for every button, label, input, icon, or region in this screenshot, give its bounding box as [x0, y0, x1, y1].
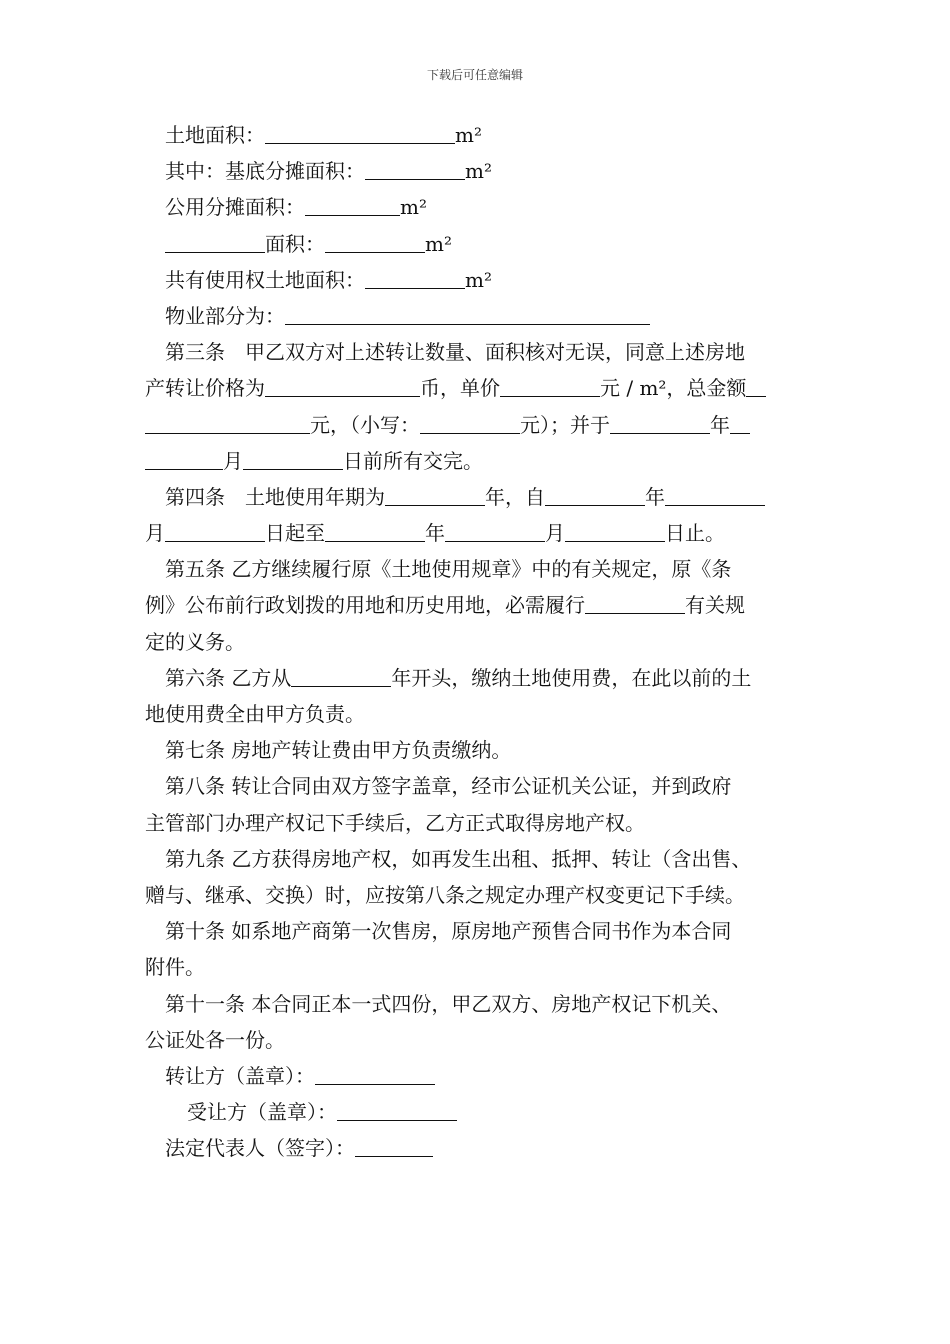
- article3-line3: [145, 407, 810, 443]
- article4-text: 第四条 土地使用年期为: [165, 484, 385, 509]
- public-share-label: 公用分摊面积：: [165, 195, 305, 220]
- article4-text: 年，自: [485, 484, 545, 509]
- article4-text: 年: [645, 484, 665, 509]
- other-area-field[interactable]: [325, 232, 425, 253]
- fee-start-year-field[interactable]: [291, 666, 391, 687]
- unit-label: m²: [465, 267, 492, 292]
- article11-line1: 第十一条 本合同正本一式四份，甲乙双方、房地产权记下机关、: [165, 991, 732, 1016]
- unit-price-field[interactable]: [500, 376, 600, 397]
- article5-line2: [145, 587, 810, 623]
- article6-text: 第六条 乙方从: [165, 665, 292, 690]
- article7-line1: 第七条 房地产转让费由甲方负责缴纳。: [165, 738, 512, 763]
- legal-rep-label: 法定代表人（签字）：: [165, 1136, 355, 1161]
- article9-line1: 第九条 乙方获得房地产权，如再发生出租、抵押、转让（含出售、: [165, 846, 752, 871]
- land-area-row: [145, 117, 810, 153]
- article6-text: 年开头，缴纳土地使用费，在此以前的土: [391, 665, 752, 690]
- total-amount-field-cont[interactable]: [145, 413, 310, 434]
- page-header: 下载后可任意编辑: [426, 68, 523, 82]
- end-day-field[interactable]: [565, 521, 665, 542]
- article3-line1: 第三条 甲乙双方对上述转让数量、面积核对无误，同意上述房地: [165, 340, 745, 365]
- article3-line4: [145, 443, 810, 479]
- obligation-field[interactable]: [585, 593, 685, 614]
- transferor-row: [145, 1058, 810, 1094]
- base-share-label: 其中：基底分摊面积：: [165, 159, 365, 184]
- article4-line1: [145, 479, 810, 515]
- article3-line2: [145, 370, 810, 406]
- property-part-label: 物业部分为：: [165, 303, 285, 328]
- article5-text: 有关规: [685, 593, 745, 618]
- public-share-row: [145, 189, 810, 225]
- transferor-label: 转让方（盖章）：: [165, 1063, 315, 1088]
- start-year-field[interactable]: [545, 485, 645, 506]
- transferee-seal-field[interactable]: [337, 1100, 457, 1121]
- property-part-field[interactable]: [285, 304, 650, 325]
- other-area-label: 面积：: [265, 231, 325, 256]
- land-area-label: 土地面积：: [165, 123, 265, 147]
- legal-rep-signature-field[interactable]: [355, 1136, 433, 1157]
- payment-month-field-cont[interactable]: [145, 449, 223, 470]
- article10-line1: 第十条 如系地产商第一次售房，原房地产预售合同书作为本合同: [165, 919, 732, 944]
- article11-line2: 公证处各一份。: [145, 1027, 285, 1052]
- property-part-row: [145, 298, 810, 334]
- area-type-field[interactable]: [165, 232, 265, 253]
- shared-land-label: 共有使用权土地面积：: [165, 267, 365, 292]
- transferor-seal-field[interactable]: [315, 1064, 435, 1085]
- article4-text: 日起至: [265, 521, 325, 546]
- end-year-field[interactable]: [325, 521, 425, 542]
- land-area-field[interactable]: [265, 123, 455, 144]
- article6-line2: 地使用费全由甲方负责。: [145, 702, 365, 726]
- article3-text: 产转让价格为: [145, 376, 265, 401]
- shared-land-row: [145, 262, 810, 298]
- unit-label: m²: [455, 123, 482, 147]
- article3-text: 日前所有交完。: [343, 448, 483, 473]
- article4-text: 月: [545, 521, 565, 546]
- transferee-row: [145, 1094, 810, 1130]
- unit-label: m²: [425, 231, 452, 256]
- start-month-field[interactable]: [665, 485, 765, 506]
- unit-label: m²: [400, 195, 427, 220]
- shared-land-field[interactable]: [365, 268, 465, 289]
- article5-line1: 第五条 乙方继续履行原《土地使用规章》中的有关规定，原《条: [165, 557, 732, 582]
- article10-line2: 附件。: [145, 955, 205, 980]
- start-day-field[interactable]: [165, 521, 265, 542]
- article4-line2: [145, 515, 810, 551]
- article3-text: 年: [710, 412, 730, 437]
- currency-field[interactable]: [265, 376, 420, 397]
- payment-year-field[interactable]: [610, 413, 710, 434]
- payment-day-field[interactable]: [243, 449, 343, 470]
- article3-text: 币，单价: [420, 376, 500, 401]
- public-share-field[interactable]: [305, 195, 400, 216]
- article3-text: 月: [223, 448, 243, 473]
- article6-line1: [145, 660, 810, 696]
- land-use-years-field[interactable]: [385, 485, 485, 506]
- contract-body: [145, 117, 810, 1166]
- transferee-label: 受让方（盖章）：: [187, 1100, 337, 1125]
- article3-text: 元 / m²，总金额: [600, 376, 747, 401]
- article3-text: 元）；并于: [520, 412, 610, 437]
- other-area-row: [145, 226, 810, 262]
- article8-line1: 第八条 转让合同由双方签字盖章，经市公证机关公证，并到政府: [165, 774, 732, 799]
- amount-lowercase-field[interactable]: [420, 413, 520, 434]
- base-share-field[interactable]: [365, 159, 465, 180]
- article5-line3: 定的义务。: [145, 629, 245, 654]
- article4-text: 月: [145, 521, 165, 546]
- article5-text: 例》公布前行政划拨的用地和历史用地，必需履行: [145, 593, 585, 618]
- base-share-row: [145, 153, 810, 189]
- article9-line2: 赠与、继承、交换）时，应按第八条之规定办理产权变更记下手续。: [145, 882, 745, 907]
- article4-text: 日止。: [665, 521, 725, 546]
- payment-month-field[interactable]: [730, 413, 750, 434]
- end-month-field[interactable]: [445, 521, 545, 542]
- legal-rep-row: [145, 1130, 810, 1166]
- total-amount-field[interactable]: [746, 376, 766, 397]
- unit-label: m²: [465, 159, 492, 184]
- article4-text: 年: [425, 521, 445, 546]
- article8-line2: 主管部门办理产权记下手续后，乙方正式取得房地产权。: [145, 810, 645, 835]
- article3-text: 元，（小写：: [310, 412, 420, 437]
